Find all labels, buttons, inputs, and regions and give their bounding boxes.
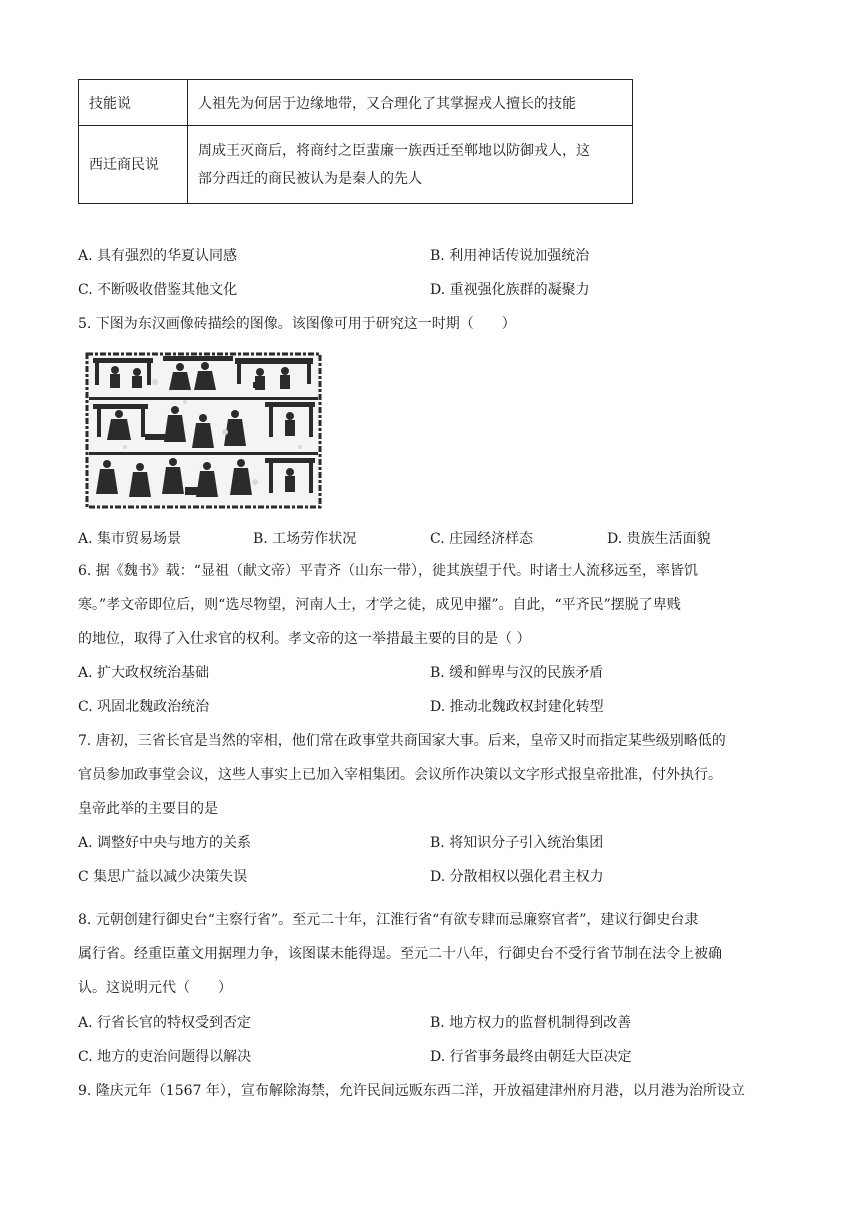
- q7-stem-line-3: 皇帝此举的主要目的是: [78, 801, 218, 817]
- relief-drawing: [85, 352, 322, 509]
- option-d[interactable]: D. 分散相权以强化君主权力: [430, 869, 604, 885]
- option-b[interactable]: B. 工场劳作状况: [253, 531, 357, 547]
- option-b[interactable]: B. 缓和鲜卑与汉的民族矛盾: [430, 665, 604, 681]
- q5-stem: 5. 下图为东汉画像砖描绘的图像。该图像可用于研究这一时期（ ）: [78, 316, 516, 332]
- option-d[interactable]: D. 行省事务最终由朝廷大臣决定: [430, 1049, 632, 1065]
- q6-stem-line-2: 寒。”孝文帝即位后，则“选尽物望，河南人士，才学之徒，成见申擢”。自此，“平齐民”摆脱了卑贱: [78, 597, 681, 613]
- option-a[interactable]: A. 集市贸易场景: [78, 531, 182, 547]
- option-d[interactable]: D. 推动北魏政权封建化转型: [430, 699, 604, 715]
- option-b[interactable]: B. 地方权力的监督机制得到改善: [430, 1015, 632, 1031]
- option-c[interactable]: C. 不断吸收借鉴其他文化: [78, 282, 238, 298]
- q7-stem-line-1: 7. 唐初，三省长官是当然的宰相，他们常在政事堂共商国家大事。后来，皇帝又时而指定某些级别略低的: [78, 733, 726, 749]
- table-text-line: 周成王灭商后，将商纣之臣蜚廉一族西迁至郸地以防御戎人，这: [198, 142, 590, 159]
- option-a[interactable]: A. 行省长官的特权受到否定: [78, 1015, 252, 1031]
- q8-stem-line-1: 8. 元朝创建行御史台“主察行省”。至元二十年，江淮行省“有欲专肆而忌廉察官者”，建议行御史台隶: [78, 912, 699, 928]
- q7-stem-line-2: 官员参加政事堂会议，这些人事实上已加入宰相集团。会议所作决策以文字形式报皇帝批准，付外执行。: [78, 767, 722, 783]
- table-text-cell: 人祖先为何居于边缘地带，又合理化了其掌握戎人擅长的技能: [188, 80, 633, 126]
- option-a[interactable]: A. 扩大政权统治基础: [78, 665, 210, 681]
- q9-stem-line-1: 9. 隆庆元年（1567 年），宣布解除海禁，允许民间远贩东西二洋，开放福建津州府月港，以月港为治所设立: [78, 1083, 745, 1099]
- table-key-cell: 西迁商民说: [79, 126, 188, 204]
- table-text-cell: [188, 126, 633, 204]
- option-c[interactable]: C. 巩固北魏政治统治: [78, 699, 210, 715]
- table-row: [79, 80, 633, 126]
- option-d[interactable]: D. 贵族生活面貌: [607, 531, 711, 547]
- option-b[interactable]: B. 利用神话传说加强统治: [430, 248, 590, 264]
- q8-stem-line-3: 认。这说明元代（ ）: [78, 980, 232, 996]
- theory-table: [78, 79, 633, 204]
- option-d[interactable]: D. 重视强化族群的凝聚力: [430, 282, 590, 298]
- table-row: [79, 126, 633, 204]
- q6-stem-line-3: 的地位，取得了入仕求官的权利。孝文帝的这一举措最主要的目的是（ ）: [78, 631, 531, 647]
- q8-stem-line-2: 属行省。经重臣董文用据理力争，该图谋未能得逞。至元二十八年，行御史台不受行省节制在法令上被确: [78, 946, 722, 962]
- q6-stem-line-1: 6. 据《魏书》载：“显祖（献文帝）平青齐（山东一带），徙其族望于代。时诸士人流移远至，率皆饥: [78, 563, 698, 579]
- option-c[interactable]: C 集思广益以减少决策失误: [78, 869, 248, 885]
- option-a[interactable]: A. 调整好中央与地方的关系: [78, 835, 252, 851]
- option-a[interactable]: A. 具有强烈的华夏认同感: [78, 248, 238, 264]
- han-brick-relief-image: [85, 352, 322, 509]
- table-key-cell: 技能说: [79, 80, 188, 126]
- option-b[interactable]: B. 将知识分子引入统治集团: [430, 835, 604, 851]
- option-c[interactable]: C. 庄园经济样态: [430, 531, 534, 547]
- table-text-line: 部分西迁的商民被认为是秦人的先人: [198, 170, 422, 187]
- option-c[interactable]: C. 地方的吏治问题得以解决: [78, 1049, 252, 1065]
